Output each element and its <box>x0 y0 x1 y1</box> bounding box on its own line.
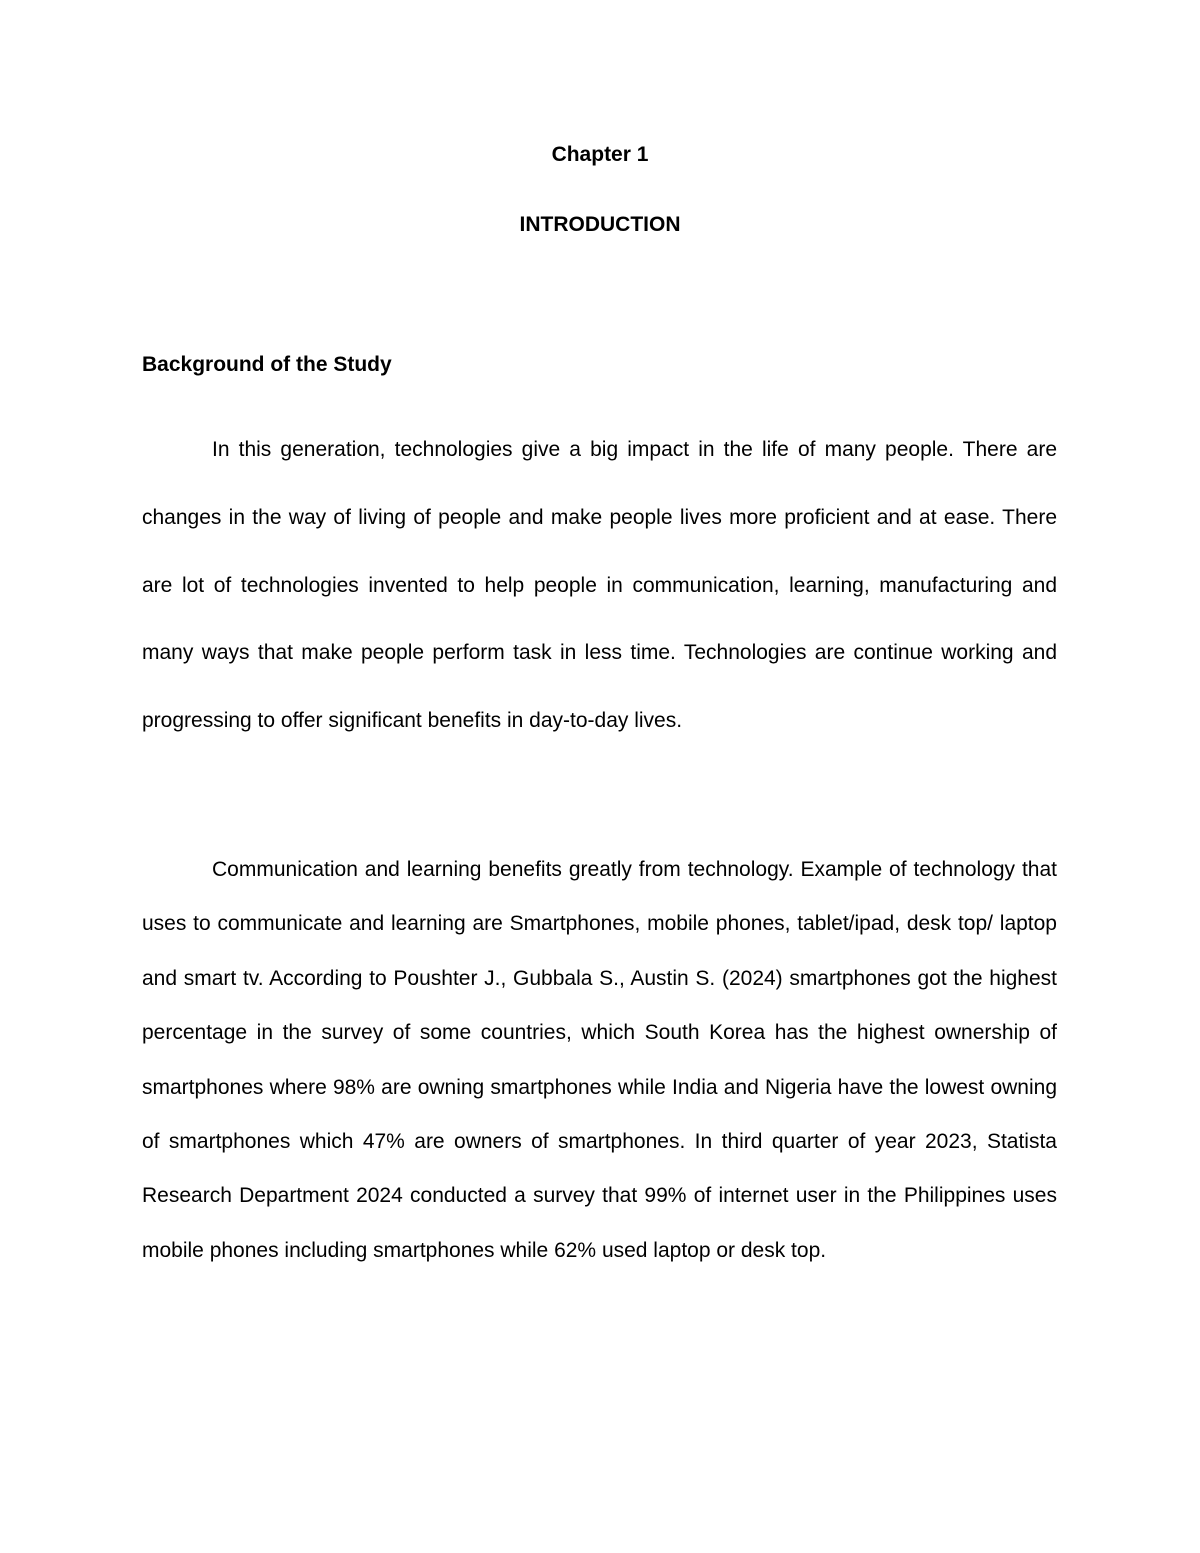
body-paragraph: Communication and learning benefits greatly from technology. Example of technology that uses to communicate and learning are Smartphones, mobile phones, tablet/ipad, desk top/ laptop and smart tv. According to Poushter J., Gubbala S., Austin S. (2024) smartphones got the highest percentage in the survey of some countries, which South Korea has the highest ownership of smartphones where 98% are owning smartphones while India and Nigeria have the lowest owning of smartphones which 47% are owners of smartphones. In third quarter of year 2023, Statista Research Department 2024 conducted a survey that 99% of internet user in the Philippines uses mobile phones including smartphones while 62% used laptop or desk top. <box>142 858 1057 1262</box>
body-paragraph: In this generation, technologies give a big impact in the life of many people. There are changes in the way of living of people and make people lives more proficient and at ease. There are lot of technologies invented to help people in communication, learning, manufacturing and many ways that make people perform task in less time. Technologies are continue working and progressing to offer significant benefits in day-to-day lives. <box>142 438 1057 733</box>
section-heading: Background of the Study <box>142 353 392 376</box>
chapter-label: Chapter 1 <box>551 143 649 166</box>
chapter-title: INTRODUCTION <box>519 213 681 236</box>
